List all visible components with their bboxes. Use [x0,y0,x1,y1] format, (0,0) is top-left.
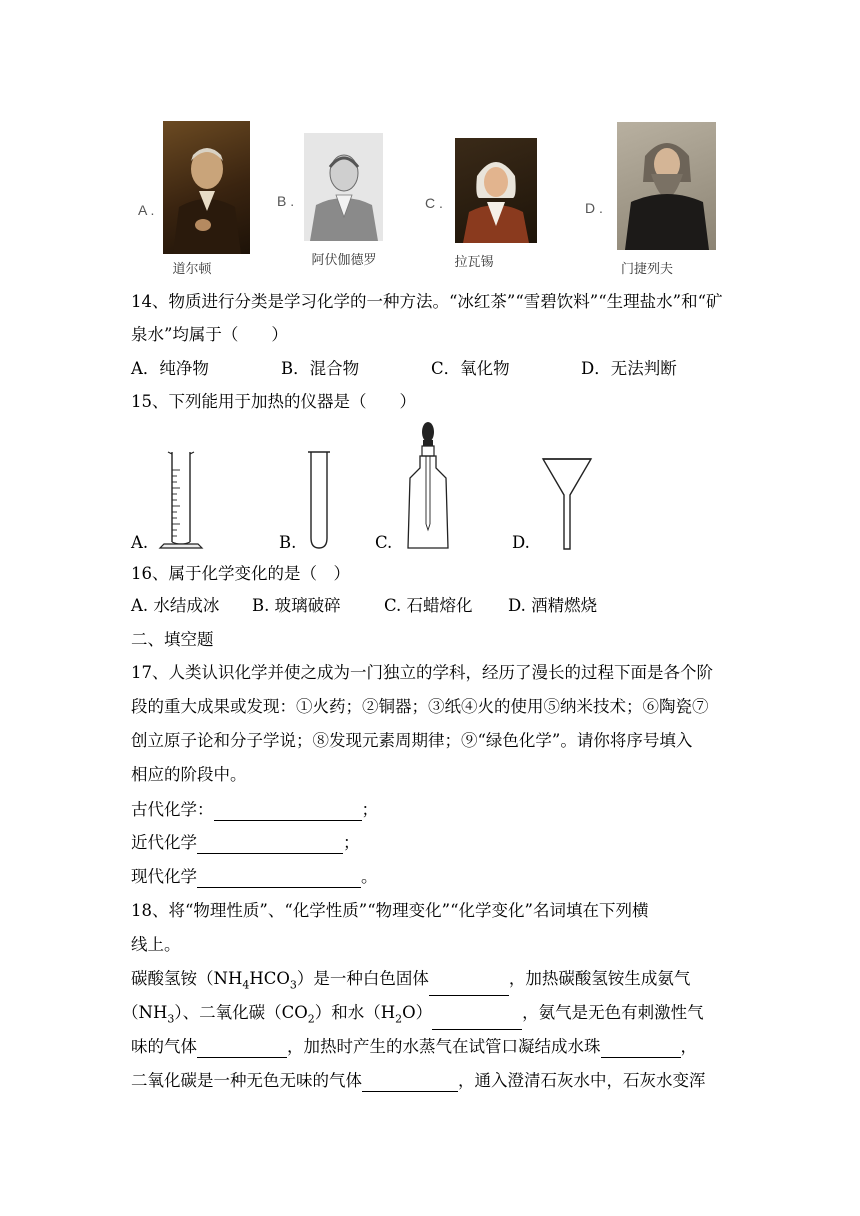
q16-option-c: C. 石蜡熔化 [384,596,473,615]
q14-stem-line2: 泉水”均属于（ ） [131,325,288,344]
q18-line6 [131,1070,706,1092]
q15-stem: 15、下列能用于加热的仪器是（ ） [131,392,416,411]
q14-option-c: C．氧化物 [431,359,510,378]
q18-text: 二氧化碳是一种无色无味的气体 [131,1071,362,1090]
q18-text: O） [402,1003,433,1022]
q15-option-d-label: D. [512,533,530,552]
q18-blank-5[interactable] [362,1073,458,1092]
q18-subscript: 2 [307,1012,315,1026]
q16-option-a: A. 水结成冰 [131,596,220,615]
q18-subscript: 3 [167,1012,175,1026]
q13-option-b-letter: B . [277,193,295,209]
q14-stem-line1: 14、物质进行分类是学习化学的一种方法。“冰红茶”“雪碧饮料”“生理盐水”和“矿 [131,292,723,311]
q17-stem-line4: 相应的阶段中。 [131,765,247,784]
q18-line4 [122,1002,704,1030]
q13-option-c-letter: C . [425,195,443,211]
portrait-avogadro-image [304,133,383,241]
q17-stem-line2: 段的重大成果或发现：①火药；②铜器；③纸④火的使用⑤纳米技术；⑥陶瓷⑦ [131,697,709,716]
q15-option-b-label: B. [279,533,297,552]
q18-text: （NH [122,1003,168,1022]
q16-option-b: B. 玻璃破碎 [252,596,341,615]
q16-option-d: D. 酒精燃烧 [508,596,598,615]
q13-option-a-caption: 道尔顿 [172,262,212,277]
funnel-icon [540,455,594,551]
q18-blank-3[interactable] [197,1039,287,1058]
q14-option-b: B．混合物 [281,359,360,378]
q18-text: ，氨气是无色有刺激性气 [522,1003,704,1022]
portrait-lavoisier-image [455,138,537,243]
q18-subscript: 2 [395,1012,403,1026]
q17-modern-label: 现代化学 [131,867,197,886]
q18-subscript: 4 [242,978,250,992]
q18-text: ，通入澄清石灰水中，石灰水变浑 [458,1071,706,1090]
q17-ancient-label: 古代化学： [131,800,214,819]
graduated-cylinder-icon [158,450,206,552]
test-tube-icon [305,450,333,552]
q18-text: ， [680,1037,697,1056]
q17-modern-blank[interactable] [197,869,361,888]
q18-text: 味的气体 [131,1037,197,1056]
q14-option-d: D．无法判断 [581,359,677,378]
q18-blank-4[interactable] [601,1039,681,1058]
q17-ancient-blank[interactable] [214,802,362,821]
section-heading-fill-in: 二、填空题 [131,630,214,649]
q18-line5 [131,1036,697,1058]
portrait-mendeleev-image [617,122,716,250]
q18-stem-line1: 18、将“物理性质”、“化学性质”“物理变化”“化学变化”名词填在下列横 [131,901,649,920]
q18-text: ）是一种白色固体 [296,969,429,988]
q18-text: ，加热时产生的水蒸气在试管口凝结成水珠 [287,1037,601,1056]
q18-text: ）、二氧化碳（CO [174,1003,308,1022]
portrait-dalton-image [163,121,250,254]
q17-modern-row [131,866,378,888]
q15-option-a-label: A. [131,533,149,552]
q15-option-c-label: C. [375,533,393,552]
q17-modern-end: 。 [361,867,378,886]
q17-modern-early-row [131,832,360,854]
q18-text: ）和水（H [314,1003,396,1022]
q17-modern-early-end: ； [343,833,360,852]
dropper-bottle-icon [402,418,454,552]
q18-stem-line2: 线上。 [131,935,181,954]
q18-blank-1[interactable] [429,977,509,996]
q17-stem-line3: 创立原子论和分子学说；⑧发现元素周期律；⑨“绿色化学”。请你将序号填入 [131,731,693,750]
q18-line3 [131,968,690,996]
q17-ancient-row [131,799,378,821]
q13-option-a-letter: A . [138,202,155,218]
q17-ancient-end: ； [361,800,378,819]
q18-text: 碳酸氢铵（NH [131,969,243,988]
q13-option-d-letter: D . [585,200,603,216]
q13-option-d-caption: 门捷列夫 [620,262,673,277]
q16-stem: 16、属于化学变化的是（ ） [131,564,350,583]
q17-modern-early-label: 近代化学 [131,833,197,852]
q17-stem-line1: 17、人类认识化学并使之成为一门独立的学科，经历了漫长的过程下面是各个阶 [131,663,713,682]
q18-subscript: 3 [289,978,297,992]
q13-option-c-caption: 拉瓦锡 [454,255,494,270]
q14-option-a: A．纯净物 [131,359,209,378]
q17-modern-early-blank[interactable] [197,835,343,854]
q18-blank-2[interactable] [432,1011,522,1030]
q18-text: HCO [249,969,290,988]
q18-text: ，加热碳酸氢铵生成氨气 [508,969,691,988]
q13-option-b-caption: 阿伏伽德罗 [311,253,377,268]
